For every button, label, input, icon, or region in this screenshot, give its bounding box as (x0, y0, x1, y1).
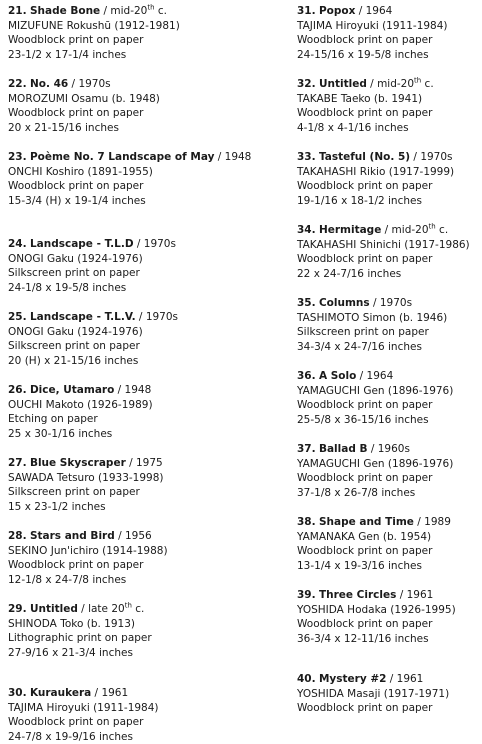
entry-title: Kuraukera (30, 687, 91, 699)
entry-dimensions: 15 x 23-1/2 inches (8, 500, 278, 515)
entry-date-text: 1948 (125, 384, 152, 396)
entry-title-line (297, 442, 479, 457)
entry-title-line (297, 515, 479, 530)
entry-date-text: 1970s (420, 151, 452, 163)
title-date-separator: / (381, 224, 391, 236)
entry-number: 34. (297, 224, 316, 236)
entry-date (380, 297, 412, 309)
entry-date-text: mid-20 (377, 78, 414, 90)
entry-title-line (297, 150, 479, 165)
entry-date-text: mid-20 (392, 224, 429, 236)
entry-medium: Silkscreen print on paper (297, 325, 479, 340)
entry-date-text: 1964 (366, 5, 393, 17)
entry-medium: Woodblock print on paper (297, 252, 479, 267)
entry-artist: YAMANAKA Gen (b. 1954) (297, 530, 479, 545)
entry-title-line (8, 77, 278, 92)
entry-medium: Silkscreen print on paper (8, 339, 278, 354)
entry-medium: Etching on paper (8, 412, 278, 427)
entry-number: 31. (297, 5, 316, 17)
entry-artist: ONOGI Gaku (1924-1976) (8, 252, 278, 267)
entry-date-superscript: th (429, 223, 436, 231)
entry-medium: Lithographic print on paper (8, 631, 278, 646)
entry-number: 21. (8, 5, 27, 17)
entry-title: Landscape - T.L.D (30, 238, 134, 250)
title-date-separator: / (396, 589, 406, 601)
catalog-entry (297, 223, 479, 281)
entry-date (136, 457, 163, 469)
catalog-entry (8, 456, 278, 514)
entry-date-text: 1970s (144, 238, 176, 250)
entry-date-suffix: c. (155, 5, 167, 17)
entry-title: Dice, Utamaro (30, 384, 114, 396)
entry-title: Poème No. 7 Landscape of May (30, 151, 214, 163)
entry-title-line (297, 77, 479, 92)
catalog-entry (8, 686, 278, 744)
entry-date (225, 151, 252, 163)
entry-dimensions: 24-15/16 x 19-5/8 inches (297, 48, 479, 63)
catalog-entry (297, 4, 479, 62)
entry-dimensions: 13-1/4 x 19-3/16 inches (297, 559, 479, 574)
entry-artist: SAWADA Tetsuro (1933-1998) (8, 471, 278, 486)
entry-dimensions: 4-1/8 x 4-1/16 inches (297, 121, 479, 136)
catalog-entry (297, 369, 479, 427)
title-date-separator: / (410, 151, 420, 163)
entry-title: Untitled (319, 78, 367, 90)
entry-medium: Silkscreen print on paper (8, 266, 278, 281)
entry-date-text: 1960s (378, 443, 410, 455)
entry-artist: TAKABE Taeko (b. 1941) (297, 92, 479, 107)
entry-title-line (297, 296, 479, 311)
entry-date-text: 1970s (380, 297, 412, 309)
catalog-entry (8, 383, 278, 441)
entry-dimensions: 27-9/16 x 21-3/4 inches (8, 646, 278, 661)
entry-dimensions: 25 x 30-1/16 inches (8, 427, 278, 442)
entry-title: Tasteful (No. 5) (319, 151, 410, 163)
entry-date (424, 516, 451, 528)
entry-title: Columns (319, 297, 370, 309)
entry-date (125, 384, 152, 396)
entry-number: 40. (297, 673, 316, 685)
entry-medium: Woodblock print on paper (297, 179, 479, 194)
title-date-separator: / (356, 370, 366, 382)
entry-date-suffix: c. (132, 603, 144, 615)
entry-number: 27. (8, 457, 27, 469)
entry-title-line (297, 672, 479, 687)
entry-medium: Woodblock print on paper (297, 106, 479, 121)
entry-artist: ONCHI Koshiro (1891-1955) (8, 165, 278, 180)
entry-artist: SEKINO Jun'ichiro (1914-1988) (8, 544, 278, 559)
entry-title-line (297, 4, 479, 19)
title-date-separator: / (370, 297, 380, 309)
entry-title-line (8, 686, 278, 701)
entry-date (144, 238, 176, 250)
entry-medium: Woodblock print on paper (8, 179, 278, 194)
entry-artist: YAMAGUCHI Gen (1896-1976) (297, 384, 479, 399)
entry-title: Stars and Bird (30, 530, 115, 542)
entry-date (125, 530, 152, 542)
entry-artist: YAMAGUCHI Gen (1896-1976) (297, 457, 479, 472)
entry-date (101, 687, 128, 699)
entry-title: Ballad B (319, 443, 368, 455)
entry-medium: Woodblock print on paper (297, 701, 479, 716)
entry-date-text: 1964 (367, 370, 394, 382)
entry-date-text: 1970s (146, 311, 178, 323)
entry-title: Shape and Time (319, 516, 414, 528)
entry-artist: MOROZUMI Osamu (b. 1948) (8, 92, 278, 107)
entry-artist: TASHIMOTO Simon (b. 1946) (297, 311, 479, 326)
entry-number: 33. (297, 151, 316, 163)
entry-date (146, 311, 178, 323)
title-date-separator: / (355, 5, 365, 17)
catalog-entry (297, 515, 479, 573)
entry-title-line (297, 223, 479, 238)
entry-date (420, 151, 452, 163)
entry-number: 32. (297, 78, 316, 90)
entry-date-superscript: th (147, 4, 154, 12)
entry-dimensions: 23-1/2 x 17-1/4 inches (8, 48, 278, 63)
title-date-separator: / (367, 78, 377, 90)
entry-date-text: 1961 (397, 673, 424, 685)
entry-title-line (8, 237, 278, 252)
entry-date-text: 1989 (424, 516, 451, 528)
entry-medium: Woodblock print on paper (8, 33, 278, 48)
entry-dimensions: 34-3/4 x 24-7/16 inches (297, 340, 479, 355)
catalog-entry (297, 150, 479, 208)
entry-title: Landscape - T.L.V. (30, 311, 136, 323)
entry-dimensions: 15-3/4 (H) x 19-1/4 inches (8, 194, 278, 209)
entry-date-suffix: c. (436, 224, 448, 236)
entry-date-superscript: th (414, 77, 421, 85)
entry-number: 23. (8, 151, 27, 163)
title-date-separator: / (91, 687, 101, 699)
entry-dimensions: 37-1/8 x 26-7/8 inches (297, 486, 479, 501)
title-date-separator: / (78, 603, 88, 615)
entry-artist: TAJIMA Hiroyuki (1911-1984) (8, 701, 278, 716)
entry-number: 39. (297, 589, 316, 601)
entry-artist: ONOGI Gaku (1924-1976) (8, 325, 278, 340)
entry-medium: Woodblock print on paper (8, 106, 278, 121)
catalog-entry (8, 237, 278, 295)
entry-date-suffix: c. (421, 78, 433, 90)
entry-date (366, 5, 393, 17)
entry-artist: YOSHIDA Masaji (1917-1971) (297, 687, 479, 702)
entry-number: 29. (8, 603, 27, 615)
catalog-entry (297, 77, 479, 135)
entry-title-line (8, 383, 278, 398)
entry-date (392, 224, 449, 236)
entry-medium: Woodblock print on paper (297, 544, 479, 559)
entry-number: 35. (297, 297, 316, 309)
entry-medium: Woodblock print on paper (297, 617, 479, 632)
title-date-separator: / (100, 5, 110, 17)
title-date-separator: / (414, 516, 424, 528)
entry-title: No. 46 (30, 78, 68, 90)
entry-artist: OUCHI Makoto (1926-1989) (8, 398, 278, 413)
catalog-entry (297, 672, 479, 716)
title-date-separator: / (68, 78, 78, 90)
entry-number: 37. (297, 443, 316, 455)
entry-number: 24. (8, 238, 27, 250)
entry-title: Blue Skyscraper (30, 457, 126, 469)
entry-title: Shade Bone (30, 5, 100, 17)
entry-date-superscript: th (125, 602, 132, 610)
entry-medium: Woodblock print on paper (297, 33, 479, 48)
entry-number: 26. (8, 384, 27, 396)
entry-date (378, 443, 410, 455)
entry-dimensions: 20 (H) x 21-15/16 inches (8, 354, 278, 369)
entry-medium: Woodblock print on paper (8, 558, 278, 573)
entry-title-line (297, 588, 479, 603)
entry-date-text: 1961 (101, 687, 128, 699)
catalog-entry (8, 602, 278, 660)
entry-date (367, 370, 394, 382)
entry-dimensions: 36-3/4 x 12-11/16 inches (297, 632, 479, 647)
catalog-entry (297, 442, 479, 500)
entry-number: 38. (297, 516, 316, 528)
entry-dimensions: 24-1/8 x 19-5/8 inches (8, 281, 278, 296)
entry-dimensions: 24-7/8 x 19-9/16 inches (8, 730, 278, 744)
title-date-separator: / (114, 384, 124, 396)
entry-date-text: 1956 (125, 530, 152, 542)
title-date-separator: / (115, 530, 125, 542)
entry-number: 25. (8, 311, 27, 323)
entry-number: 28. (8, 530, 27, 542)
entry-number: 30. (8, 687, 27, 699)
title-date-separator: / (368, 443, 378, 455)
title-date-separator: / (134, 238, 144, 250)
title-date-separator: / (214, 151, 224, 163)
entry-artist: TAKAHASHI Shinichi (1917-1986) (297, 238, 479, 253)
entry-date (377, 78, 434, 90)
entry-number: 22. (8, 78, 27, 90)
entry-medium: Woodblock print on paper (297, 471, 479, 486)
entry-date (88, 603, 144, 615)
entry-dimensions: 22 x 24-7/16 inches (297, 267, 479, 282)
entry-date-text: 1970s (78, 78, 110, 90)
catalog-entry (8, 150, 278, 208)
entry-title: A Solo (319, 370, 356, 382)
entry-artist: MIZUFUNE Rokushū (1912-1981) (8, 19, 278, 34)
title-date-separator: / (386, 673, 396, 685)
entry-date (110, 5, 167, 17)
entry-medium: Woodblock print on paper (297, 398, 479, 413)
entry-artist: YOSHIDA Hodaka (1926-1995) (297, 603, 479, 618)
catalog-entry (8, 4, 278, 62)
entry-date-text: 1975 (136, 457, 163, 469)
entry-medium: Silkscreen print on paper (8, 485, 278, 500)
catalog-entry (8, 77, 278, 135)
entry-artist: TAKAHASHI Rikio (1917-1999) (297, 165, 479, 180)
entry-dimensions: 25-5/8 x 36-15/16 inches (297, 413, 479, 428)
catalog-entry (297, 588, 479, 646)
entry-title-line (297, 369, 479, 384)
entry-title-line (8, 310, 278, 325)
title-date-separator: / (136, 311, 146, 323)
entry-title-line (8, 456, 278, 471)
entry-dimensions: 12-1/8 x 24-7/8 inches (8, 573, 278, 588)
entry-title: Mystery #2 (319, 673, 386, 685)
entry-title-line (8, 4, 278, 19)
entry-artist: TAJIMA Hiroyuki (1911-1984) (297, 19, 479, 34)
catalog-entry (8, 310, 278, 368)
entry-title-line (8, 150, 278, 165)
entry-date-text: 1948 (225, 151, 252, 163)
entry-title-line (8, 602, 278, 617)
entry-title: Three Circles (319, 589, 396, 601)
entry-date (397, 673, 424, 685)
catalog-entry (8, 529, 278, 587)
title-date-separator: / (126, 457, 136, 469)
entry-dimensions: 19-1/16 x 18-1/2 inches (297, 194, 479, 209)
entry-dimensions: 20 x 21-15/16 inches (8, 121, 278, 136)
entry-title-line (8, 529, 278, 544)
entry-title: Hermitage (319, 224, 381, 236)
entry-date-text: mid-20 (110, 5, 147, 17)
entry-date-text: late 20 (88, 603, 125, 615)
entry-date (407, 589, 434, 601)
entry-title: Popox (319, 5, 355, 17)
entry-date (78, 78, 110, 90)
entry-number: 36. (297, 370, 316, 382)
catalog-entry (297, 296, 479, 354)
entry-title: Untitled (30, 603, 78, 615)
entry-medium: Woodblock print on paper (8, 715, 278, 730)
entry-date-text: 1961 (407, 589, 434, 601)
entry-artist: SHINODA Toko (b. 1913) (8, 617, 278, 632)
